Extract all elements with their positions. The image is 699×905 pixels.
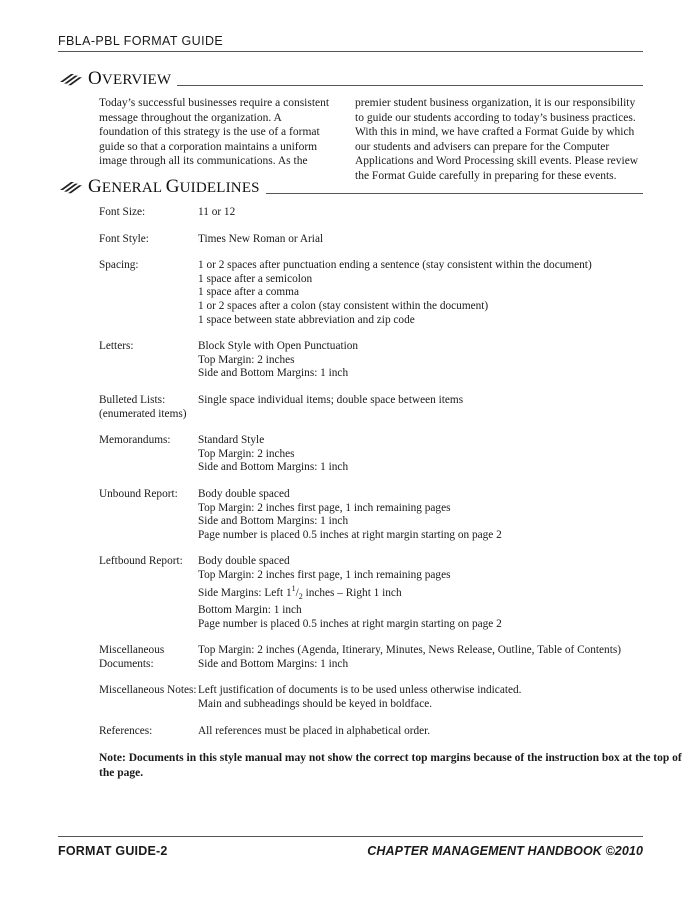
- guidelines-row-value: [198, 259, 643, 327]
- guidelines-row-value-line: 1 or 2 spaces after punctuation ending a sentence (stay consistent within the document): [198, 259, 592, 272]
- guidelines-row-value-line: Top Margin: 2 inches first page, 1 inch remaining pages: [198, 501, 451, 514]
- guidelines-row-label: [58, 488, 198, 542]
- guidelines-table: [58, 206, 643, 738]
- guidelines-title-word-2: UIDELINES: [179, 180, 260, 196]
- guidelines-title: [88, 177, 266, 198]
- guidelines-title-initial-1: G: [88, 176, 102, 197]
- guidelines-row-value: [198, 206, 643, 220]
- guidelines-row: [58, 488, 643, 542]
- guidelines-row-value: [198, 725, 643, 739]
- guidelines-row-label-subline: (enumerated items): [99, 407, 187, 420]
- guidelines-row-label: [58, 233, 198, 247]
- guidelines-row-value-line: All references must be placed in alphabetical order.: [198, 724, 431, 737]
- guidelines-row-value: [198, 394, 643, 421]
- guidelines-row-value: [198, 434, 643, 475]
- footer-handbook-label: CHAPTER MANAGEMENT HANDBOOK ©2010: [367, 844, 643, 858]
- guidelines-row-value-line: Left justification of documents is to be used unless otherwise indicated.: [198, 684, 522, 697]
- guidelines-row-label-line: Leftbound Report:: [99, 555, 183, 568]
- guidelines-row-value-line: Side and Bottom Margins: 1 inch: [198, 657, 349, 670]
- guidelines-row-value-line: Page number is placed 0.5 inches at right margin starting on page 2: [198, 617, 502, 630]
- guidelines-row-label: [58, 555, 198, 631]
- guidelines-row-label-line: Memorandums:: [99, 434, 171, 447]
- guidelines-row-value-line: 11 or 12: [198, 206, 236, 218]
- guidelines-row-value-line: Page number is placed 0.5 inches at right margin starting on page 2: [198, 528, 502, 541]
- guidelines-row-value-line: Main and subheadings should be keyed in boldface.: [198, 698, 433, 711]
- guidelines-row-label-line: Letters:: [99, 340, 134, 353]
- guidelines-row: [58, 259, 643, 327]
- guidelines-row: [58, 434, 643, 475]
- guidelines-row-label-line: Miscellaneous Notes:: [99, 684, 197, 697]
- guidelines-note: Note: Documents in this style manual may not show the correct top margins because of the instruction box at the top of the page.: [99, 752, 682, 779]
- guidelines-row-value-line: Body double spaced: [198, 487, 290, 500]
- guidelines-row-label: [58, 434, 198, 475]
- guidelines-row-value-line: Top Margin: 2 inches (Agenda, Itinerary, Minutes, News Release, Outline, Table of Contents): [198, 644, 621, 657]
- overview-title-rest: VERVIEW: [101, 72, 172, 88]
- guidelines-row-value-line: 1 or 2 spaces after a colon (stay consistent within the document): [198, 299, 489, 312]
- section-general-guidelines: [58, 174, 682, 780]
- guidelines-row-value: [198, 340, 643, 381]
- footer-page-label: FORMAT GUIDE-2: [58, 844, 168, 858]
- section-marker-icon: [58, 68, 88, 90]
- guidelines-row-label: [58, 725, 198, 739]
- guidelines-row: [58, 394, 643, 421]
- guidelines-row-value-line: Side and Bottom Margins: 1 inch: [198, 515, 349, 528]
- overview-heading: [58, 66, 643, 90]
- guidelines-row-value-line: Single space individual items; double space between items: [198, 393, 464, 406]
- document-footer: [58, 836, 643, 858]
- guidelines-row-value-line: 1 space after a semicolon: [198, 272, 313, 285]
- guidelines-row-value-line: Top Margin: 2 inches: [198, 447, 295, 460]
- guidelines-row-label: [58, 684, 198, 711]
- guidelines-heading: [58, 174, 643, 198]
- guidelines-row-value-line: Body double spaced: [198, 555, 290, 568]
- overview-column-left: Today’s successful businesses require a consistent message throughout the organization. A foundation of this strategy is the use of a format guide so that a corporation maintains a uniform image through all its communications. As the: [99, 97, 330, 168]
- overview-body: [58, 96, 643, 184]
- guidelines-row-value-line: Side and Bottom Margins: 1 inch: [198, 461, 349, 474]
- guidelines-row-label-line: Bulleted Lists:: [99, 393, 166, 406]
- overview-title: [88, 69, 177, 90]
- guidelines-title-word-1: ENERAL: [101, 180, 162, 196]
- section-marker-icon: [58, 176, 88, 198]
- overview-column-right: premier student business organization, it is our responsibility to guide our students according to today’s business practices. With this in mind, we have crafted a Format Guide by which our students and advisers can prepare for the Computer Applications and Word Processing skill events. Please review the Format Guide carefully in preparing for these events.: [355, 97, 639, 182]
- guidelines-row-value-line: Standard Style: [198, 434, 265, 447]
- guidelines-row: [58, 644, 643, 671]
- guidelines-row-value: [198, 233, 643, 247]
- guidelines-row-label-line: References:: [99, 724, 153, 737]
- guidelines-row-label-line: Spacing:: [99, 259, 139, 272]
- guidelines-row-value-line: 1 space after a comma: [198, 286, 299, 299]
- guidelines-row-value-line: Top Margin: 2 inches: [198, 353, 295, 366]
- header-rule: [58, 51, 643, 52]
- guidelines-row: [58, 206, 643, 220]
- guidelines-row-label-line: Font Size:: [99, 206, 146, 218]
- guidelines-row-label-line: Unbound Report:: [99, 487, 178, 500]
- guidelines-row-value: [198, 684, 643, 711]
- guidelines-row-value-line: Times New Roman or Arial: [198, 232, 324, 245]
- section-overview: [58, 66, 643, 184]
- guidelines-title-initial-2: G: [165, 176, 180, 197]
- guidelines-row-value-line: Bottom Margin: 1 inch: [198, 604, 302, 617]
- guidelines-row-label-line: Miscellaneous Documents:: [99, 644, 165, 670]
- guidelines-row: [58, 340, 643, 381]
- guidelines-row-label: [58, 644, 198, 671]
- guidelines-row-value: [198, 644, 643, 671]
- guidelines-row-value: [198, 555, 643, 631]
- guidelines-row-value: [198, 488, 643, 542]
- guidelines-rule: [266, 193, 643, 194]
- guidelines-row-value-line: Block Style with Open Punctuation: [198, 340, 359, 353]
- guidelines-row-label: [58, 340, 198, 381]
- guidelines-row-label: [58, 259, 198, 327]
- guidelines-row: [58, 725, 643, 739]
- document-header: [58, 34, 643, 52]
- overview-rule: [177, 85, 643, 86]
- guidelines-row-label-line: Font Style:: [99, 232, 149, 245]
- guidelines-row: [58, 555, 643, 631]
- header-title: FBLA-PBL FORMAT GUIDE: [58, 34, 224, 48]
- guidelines-row-value-line: 1 space between state abbreviation and zip code: [198, 313, 415, 326]
- guidelines-row: [58, 684, 643, 711]
- guidelines-row-value-line: Top Margin: 2 inches first page, 1 inch remaining pages: [198, 568, 451, 581]
- footer-rule: [58, 836, 643, 837]
- overview-title-initial: O: [88, 68, 102, 89]
- guidelines-row-label: [58, 394, 198, 421]
- guidelines-row-value-line: Side Margins: Left $1^1/_2$ inches – Right 1 inch: [198, 584, 402, 602]
- guidelines-row-value-line: Side and Bottom Margins: 1 inch: [198, 367, 349, 380]
- guidelines-row: [58, 233, 643, 247]
- guidelines-row-label: [58, 206, 198, 220]
